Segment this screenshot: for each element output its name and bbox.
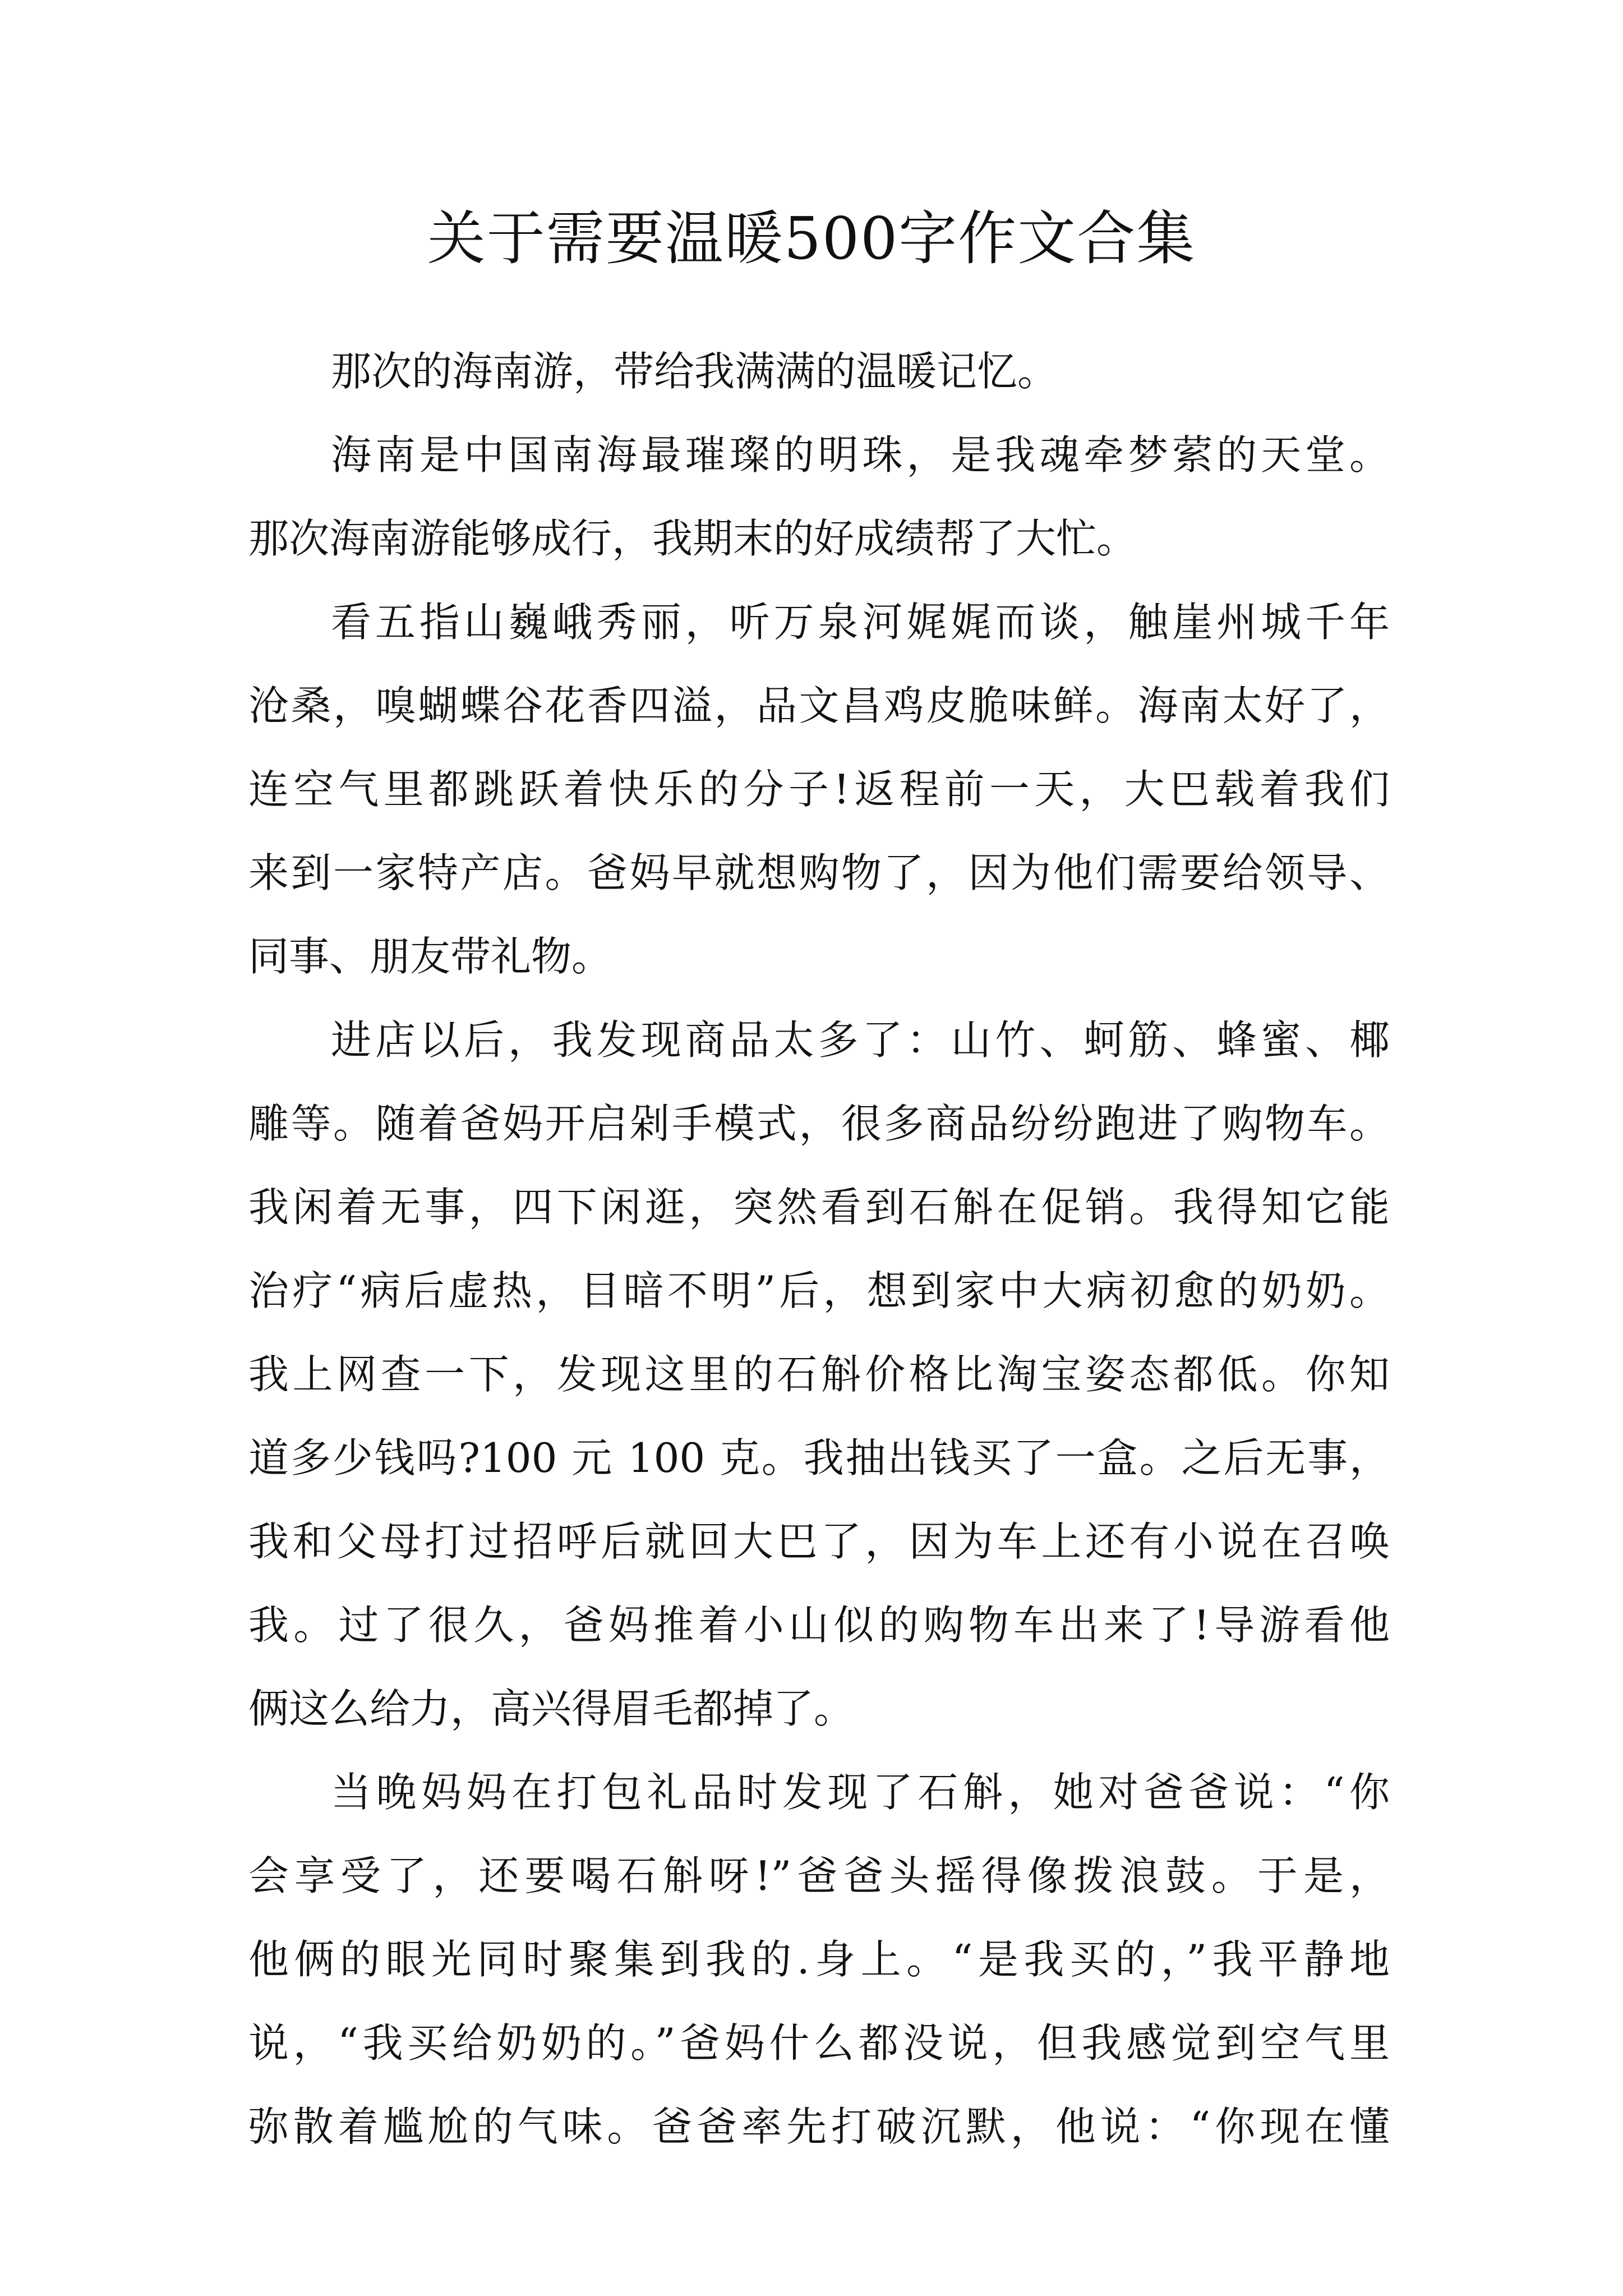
paragraph-line: 连空气里都跳跃着快乐的分子!返程前一天，大巴载着我们 [248, 766, 1390, 813]
paragraph-line: 道多少钱吗?100 元 100 克。我抽出钱买了一盒。之后无事， [248, 1434, 1390, 1481]
paragraph-line: 我上网查一下，发现这里的石斛价格比淘宝姿态都低。你知 [248, 1351, 1390, 1398]
paragraph-line: 沧桑，嗅蝴蝶谷花香四溢，品文昌鸡皮脆味鲜。海南太好了， [248, 682, 1390, 729]
paragraph-line: 进店以后，我发现商品太多了：山竹、蚵筋、蜂蜜、椰 [331, 1016, 1390, 1064]
paragraph-line: 来到一家特产店。爸妈早就想购物了，因为他们需要给领导、 [248, 849, 1390, 896]
paragraph-line: 弥散着尴尬的气味。爸爸率先打破沉默，他说：“你现在懂 [248, 2103, 1390, 2150]
paragraph-line: 说，“我买给奶奶的。”爸妈什么都没说，但我感觉到空气里 [248, 2019, 1390, 2067]
paragraph-line: 我和父母打过招呼后就回大巴了，因为车上还有小说在召唤 [248, 1518, 1390, 1565]
paragraph-line: 看五指山巍峨秀丽，听万泉河娓娓而谈，触崖州城千年 [331, 599, 1390, 646]
paragraph-line: 雕等。随着爸妈开启剁手模式，很多商品纷纷跑进了购物车。 [248, 1100, 1390, 1147]
paragraph-line: 那次海南游能够成行，我期末的好成绩帮了大忙。 [248, 515, 1137, 562]
paragraph-line: 会享受了，还要喝石斛呀!”爸爸头摇得像拨浪鼓。于是， [248, 1852, 1390, 1899]
paragraph-line: 当晚妈妈在打包礼品时发现了石斛，她对爸爸说：“你 [331, 1769, 1390, 1816]
paragraph-line: 他俩的眼光同时聚集到我的.身上。“是我买的，”我平静地 [248, 1936, 1390, 1983]
paragraph-line: 同事、朋友带礼物。 [248, 933, 612, 980]
document-title: 关于需要温暖500字作文合集 [427, 204, 1196, 273]
paragraph-line: 治疗“病后虚热，目暗不明”后，想到家中大病初愈的奶奶。 [248, 1267, 1390, 1314]
paragraph-line: 我闲着无事，四下闲逛，突然看到石斛在促销。我得知它能 [248, 1184, 1390, 1231]
paragraph-line: 那次的海南游，带给我满满的温暖记忆。 [331, 348, 1058, 395]
document-body [248, 330, 1390, 2169]
paragraph-line: 我。过了很久，爸妈推着小山似的购物车出来了!导游看他 [248, 1602, 1390, 1649]
paragraph-line: 俩这么给力，高兴得眉毛都掉了。 [248, 1685, 855, 1732]
paragraph-line: 海南是中国南海最璀璨的明珠，是我魂牵梦萦的天堂。 [331, 431, 1390, 478]
